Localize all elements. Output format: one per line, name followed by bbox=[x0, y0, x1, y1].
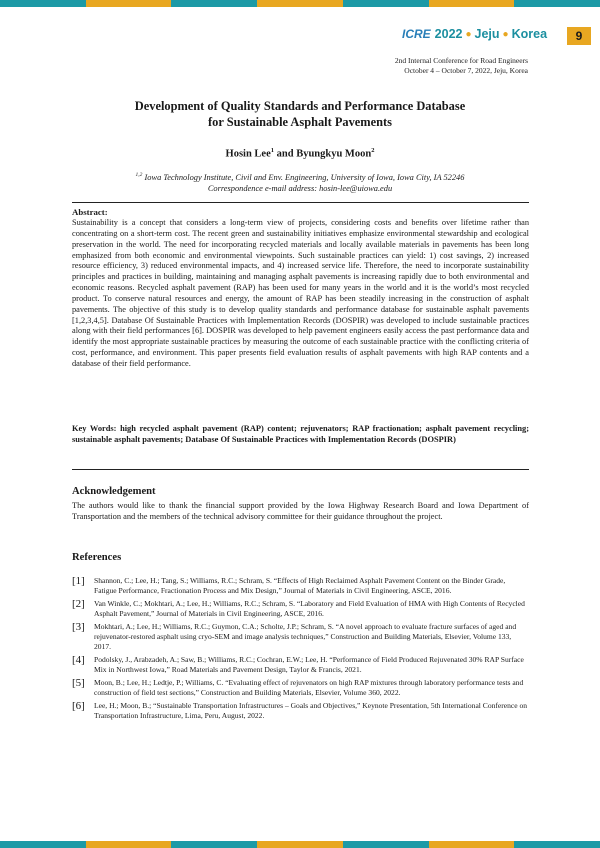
author-2-sup: 2 bbox=[371, 147, 375, 154]
section-divider bbox=[72, 202, 529, 203]
author-1: Hosin Lee bbox=[225, 148, 271, 160]
abstract-label: Abstract: bbox=[72, 207, 108, 217]
logo-city: Jeju bbox=[474, 27, 500, 41]
reference-number: [6] bbox=[72, 699, 85, 712]
references-heading: References bbox=[72, 552, 122, 563]
reference-text: Shannon, C.; Lee, H.; Tang, S.; Williams, R.C.; Schram, S. “Effects of High Reclaimed Asphalt Pavement Content on the Binder Grade, Fatigue Performance, Fractionation Process and Mix Design,” Journal of Materials in Civil Engineering, ASCE, 2016. bbox=[94, 576, 506, 596]
conference-info bbox=[268, 56, 528, 75]
reference-text: Van Winkle, C.; Mokhtari, A.; Lee, H.; Williams, R.C.; Schram, S. “Laboratory and Field Evaluation of HMA with High Contents of Recycled Asphalt Pavement,” Journal of Materials in Civil Engineering, ASCE, 2016. bbox=[94, 598, 525, 619]
keywords: Key Words: high recycled asphalt pavement (RAP) content; rejuvenators; RAP fractionation; asphalt pavement recycling; sustainable asphalt pavements; Database Of Sustainable Practices with Implementation Records (DOSPIR) bbox=[72, 424, 529, 444]
reference-list bbox=[72, 576, 529, 724]
reference-text: Podolsky, J., Arabzadeh, A.; Saw, B.; Williams, R.C.; Cochran, E.W.; Lee, H. “Performance of Field Produced Rejuvenated 30% RAP Surface Mix in Northwest Iowa,” Road Materials and Pavement Design, Taylor & Francis, 2021. bbox=[94, 654, 524, 675]
top-color-band bbox=[0, 0, 600, 7]
bottom-color-band bbox=[0, 841, 600, 848]
reference-number: [3] bbox=[72, 620, 85, 633]
reference-item bbox=[72, 701, 529, 721]
reference-number: [1] bbox=[72, 575, 85, 587]
correspondence-email: Correspondence e-mail address: hosin-lee@uiowa.edu bbox=[207, 183, 393, 193]
affiliation-sup: 1,2 bbox=[135, 172, 143, 178]
logo-dot-icon: ● bbox=[502, 28, 509, 40]
paper-title bbox=[72, 98, 528, 130]
acknowledgement-heading: Acknowledgement bbox=[72, 486, 156, 497]
conference-logo bbox=[402, 27, 547, 41]
conference-dates: October 4 – October 7, 2022, Jeju, Korea bbox=[404, 65, 528, 75]
section-divider bbox=[72, 469, 529, 470]
conference-name: 2nd Internal Conference for Road Engineers bbox=[394, 56, 528, 65]
reference-item bbox=[72, 622, 529, 653]
authors bbox=[72, 147, 528, 160]
author-join: and Byungkyu Moon bbox=[274, 148, 372, 160]
title-line-1: Development of Quality Standards and Performance Database bbox=[134, 99, 466, 113]
reference-text: Lee, H.; Moon, B.; “Sustainable Transportation Infrastructures – Goals and Objectives,” Keynote Presentation, 5th International Conference on Transportation Infrastructure, Lima, Peru, August, 2022. bbox=[94, 700, 527, 720]
reference-item bbox=[72, 655, 529, 675]
affiliation bbox=[72, 170, 528, 194]
affiliation-text: Iowa Technology Institute, Civil and Env. Engineering, University of Iowa, Iowa City, IA 52246 bbox=[142, 172, 465, 182]
reference-number: [5] bbox=[72, 676, 85, 689]
title-line-2: for Sustainable Asphalt Pavements bbox=[208, 115, 392, 129]
reference-item bbox=[72, 599, 529, 619]
logo-country: Korea bbox=[511, 27, 548, 41]
logo-year: 2022 bbox=[434, 27, 463, 41]
reference-text: Mokhtari, A.; Lee, H.; Williams, R.C.; Guymon, C.A.; Scholte, J.P.; Schram, S. “A novel approach to evaluate fracture surfaces of aged and rejuvenator-restored asphalt using cryo-SEM and image analysis techniques,” Construction and Building Materials, Elsevier, Volume 133, 2017. bbox=[94, 621, 517, 652]
author-1-sup: 1 bbox=[270, 147, 275, 154]
logo-dot-icon: ● bbox=[465, 28, 472, 40]
acknowledgement-text: The authors would like to thank the financial support provided by the Iowa Highway Research Board and Iowa Department of Transportation and the members of the technical advisory committee for their guidance throughout the project. bbox=[72, 501, 529, 522]
reference-item bbox=[72, 576, 529, 596]
reference-item bbox=[72, 678, 529, 698]
reference-number: [4] bbox=[72, 653, 85, 666]
reference-text: Moon, B.; Lee, H.; Ledtje, P.; Williams, C. “Evaluating effect of rejuvenators on high RAP mixtures through laboratory performance tests and construction of field test sections,” Construction and Building Materials, Elsevier, Volume 360, 2022. bbox=[94, 677, 524, 698]
abstract-text: Sustainability is a concept that considers a long-term view of projects, considering costs and benefits over lifetime rather than concentrating on a short-term cost. The recent green and sustainability initiatives emphasize environmental stewardship and ecological preservation in the world. The need for incorporating recycled materials and locally available materials in pavements has been long emphasized from both economic and environmental viewpoints. Such sustainable practices can yield: 1) cost savings, 2) increased resource efficiency, 3) reduced environmental impacts, and 4) increased service life. Therefore, the need to incorporate sustainability principles and practices in building, maintaining and managing asphalt pavements is increasing rapidly due to both environmental and economic reasons. Recycled asphalt pavement (RAP) has been used for many years in the world and it is the world’s most recycled product. To conserve natural resources and energy, the amount of RAP has been steadily increasing in the construction of asphalt pavements. The objective of this study is to develop quality standards and performance database for sustainable asphalt pavements [1,2,3,4,5]. Database Of Sustainable Practices with Implementation Records (DOSPIR) was developed to include sustainable practices along with their field performances [6]. DOSPIR was developed to help pavement engineers easily access the past performance data and identify the most appropriate sustainable practices by measuring the outcome of each sustainable practice with the conflicting criteria of cost, performance, and environment. This paper presents field evaluation results of asphalt pavements with high RAP contents and a database of their field performance. bbox=[72, 218, 529, 368]
page-number: 9 bbox=[567, 27, 591, 45]
logo-mark: ICRE bbox=[402, 27, 431, 41]
reference-number: [2] bbox=[72, 597, 85, 610]
